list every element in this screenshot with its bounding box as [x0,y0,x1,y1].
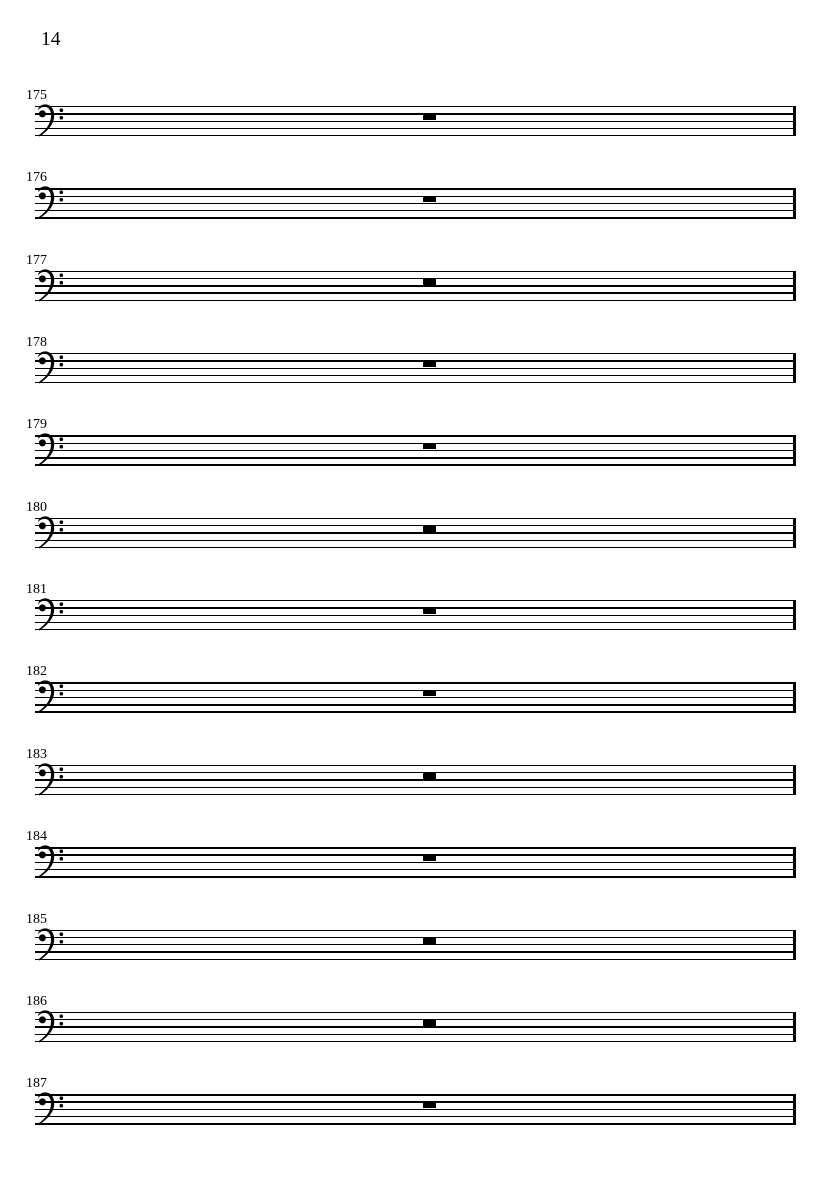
whole-rest [423,609,436,614]
staff-line [35,300,796,301]
staff-line [35,106,796,107]
staff-line [35,1109,796,1110]
staff-line [35,607,796,608]
staff-line [35,847,796,848]
staff-line [35,128,796,129]
staff [35,847,796,877]
staff-line [35,1116,796,1117]
whole-rest [423,1103,436,1108]
measure-number: 179 [26,417,47,433]
barline [793,765,796,795]
barline [793,600,796,630]
bass-clef-icon [37,351,65,385]
staff-line [35,704,796,705]
whole-rest [423,115,436,120]
staff-line [35,615,796,616]
staff-line [35,353,796,354]
staff-line [35,210,796,211]
staff-line [35,779,796,780]
bass-clef-icon [37,763,65,797]
staff-line [35,772,796,773]
barline [793,518,796,548]
staff-system [0,583,835,635]
measure-number: 183 [26,746,47,762]
whole-rest [423,938,436,943]
staff-line [35,525,796,526]
measure-number: 180 [26,499,47,515]
staff-line [35,278,796,279]
staff-system [0,995,835,1047]
staff-line [35,937,796,938]
barline [793,1012,796,1042]
staff-line [35,930,796,931]
measure-number: 184 [26,829,47,845]
measure-number: 181 [26,582,47,598]
staff-line [35,382,796,383]
staff-line [35,457,796,458]
staff [35,930,796,960]
staff [35,106,796,136]
staff-system [0,501,835,553]
staff-system [0,254,835,306]
staff-line [35,547,796,548]
measure-number: 186 [26,993,47,1009]
measure-number: 175 [26,88,47,103]
staff [35,600,796,630]
staff-line [35,271,796,272]
staff-system [0,913,835,965]
staff [35,682,796,712]
staff-line [35,765,796,766]
staff-line [35,368,796,369]
staff-line [35,794,796,795]
barline [793,106,796,136]
staff-line [35,518,796,519]
staff-line [35,787,796,788]
staff-line [35,285,796,286]
staff-line [35,682,796,683]
measure-number: 185 [26,911,47,927]
barline [793,353,796,383]
barline [793,930,796,960]
barline [793,847,796,877]
staff-line [35,869,796,870]
staff-system [0,748,835,800]
staff [35,1012,796,1042]
staff-line [35,121,796,122]
staff-line [35,540,796,541]
staff [35,435,796,465]
whole-rest [423,279,436,284]
staff-line [35,113,796,114]
bass-clef-icon [37,598,65,632]
staff-line [35,876,796,877]
staff-line [35,600,796,601]
staff-system [0,830,835,882]
bass-clef-icon [37,104,65,138]
staff-system [0,665,835,717]
staff-line [35,464,796,465]
staff-line [35,862,796,863]
measure-number: 178 [26,335,47,351]
barline [793,188,796,218]
staff-line [35,532,796,533]
whole-rest [423,526,436,531]
staff-line [35,188,796,189]
staff-line [35,622,796,623]
staff-line [35,1019,796,1020]
staff-line [35,435,796,436]
whole-rest [423,773,436,778]
staff-line [35,697,796,698]
staff-line [35,711,796,712]
bass-clef-icon [37,1010,65,1044]
measure-number: 187 [26,1076,47,1092]
whole-rest [423,444,436,449]
staff-line [35,135,796,136]
staff-line [35,360,796,361]
bass-clef-icon [37,516,65,550]
bass-clef-icon [37,680,65,714]
measure-number: 177 [26,252,47,268]
staff-line [35,1034,796,1035]
staff-line [35,944,796,945]
staff-line [35,1041,796,1042]
staff-line [35,854,796,855]
staff-line [35,690,796,691]
staff-line [35,1094,796,1095]
staff-line [35,443,796,444]
staff [35,353,796,383]
staff-line [35,196,796,197]
staff [35,518,796,548]
barline [793,435,796,465]
staff-line [35,959,796,960]
staff-system [0,1077,835,1129]
staff-line [35,292,796,293]
measure-number: 176 [26,170,47,186]
staff-line [35,951,796,952]
staff [35,271,796,301]
staff-line [35,1123,796,1124]
staff-system [0,171,835,223]
bass-clef-icon [37,269,65,303]
staff-line [35,217,796,218]
staff-line [35,1026,796,1027]
staff [35,1094,796,1124]
staff-system [0,336,835,388]
staff [35,765,796,795]
staff-line [35,1012,796,1013]
whole-rest [423,197,436,202]
barline [793,682,796,712]
whole-rest [423,856,436,861]
measure-number: 182 [26,664,47,680]
whole-rest [423,691,436,696]
staff-line [35,375,796,376]
barline [793,271,796,301]
whole-rest [423,362,436,367]
staff-system [0,418,835,470]
bass-clef-icon [37,1092,65,1126]
bass-clef-icon [37,433,65,467]
bass-clef-icon [37,845,65,879]
bass-clef-icon [37,928,65,962]
staff-line [35,203,796,204]
staff-line [35,450,796,451]
staff-line [35,1101,796,1102]
staff-line [35,629,796,630]
bass-clef-icon [37,186,65,220]
staff-system [0,89,835,141]
whole-rest [423,1020,436,1025]
page-number: 14 [41,29,61,50]
staff [35,188,796,218]
barline [793,1094,796,1124]
